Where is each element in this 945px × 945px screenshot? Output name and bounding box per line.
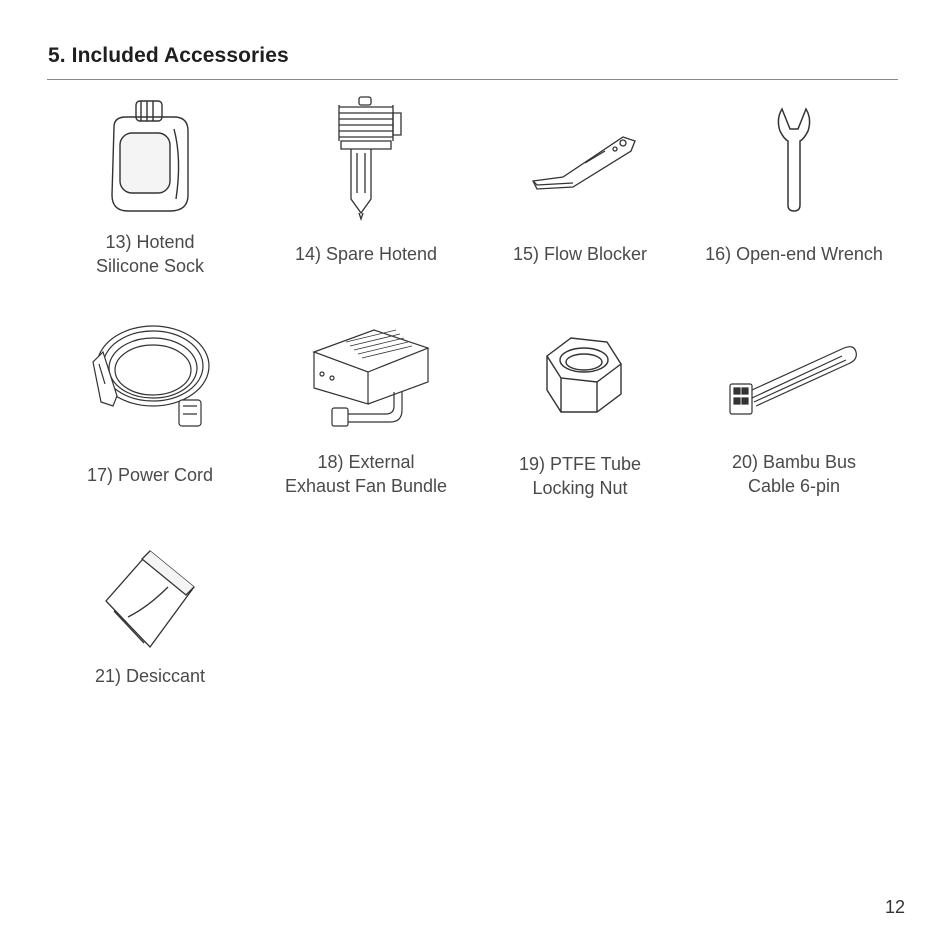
item-spare-hotend xyxy=(256,95,476,285)
item-bus-cable xyxy=(684,320,904,510)
hotend-icon xyxy=(321,95,411,225)
wrench-icon xyxy=(774,105,814,215)
item-power-cord xyxy=(40,320,260,510)
item-flow-blocker xyxy=(470,95,690,285)
item-label: 13) Hotend Silicone Sock xyxy=(95,232,205,276)
section-title: 5. Included Accessories xyxy=(48,44,289,67)
item-label: 21) Desiccant xyxy=(94,666,206,686)
page-number: 12 xyxy=(884,897,905,917)
item-label: 17) Power Cord xyxy=(86,465,214,485)
item-silicone-sock xyxy=(40,95,260,285)
locking-nut-icon xyxy=(535,334,625,424)
item-desiccant xyxy=(40,545,260,695)
item-exhaust-fan xyxy=(256,320,476,510)
item-label: 14) Spare Hotend xyxy=(294,244,438,264)
item-label: 16) Open-end Wrench xyxy=(705,244,883,264)
item-locking-nut xyxy=(470,320,690,510)
item-label: 15) Flow Blocker xyxy=(512,244,648,264)
flow-blocker-icon xyxy=(525,127,645,197)
title-divider xyxy=(47,79,898,80)
power-cord-icon xyxy=(85,322,215,432)
item-label: 19) PTFE Tube Locking Nut xyxy=(518,454,642,498)
item-wrench xyxy=(684,95,904,285)
bus-cable-icon xyxy=(724,340,864,430)
silicone-sock-icon xyxy=(100,99,200,219)
item-label: 20) Bambu Bus Cable 6-pin xyxy=(731,452,857,496)
item-label: 18) External Exhaust Fan Bundle xyxy=(284,452,448,496)
exhaust-fan-icon xyxy=(306,322,436,432)
desiccant-icon xyxy=(100,547,200,657)
